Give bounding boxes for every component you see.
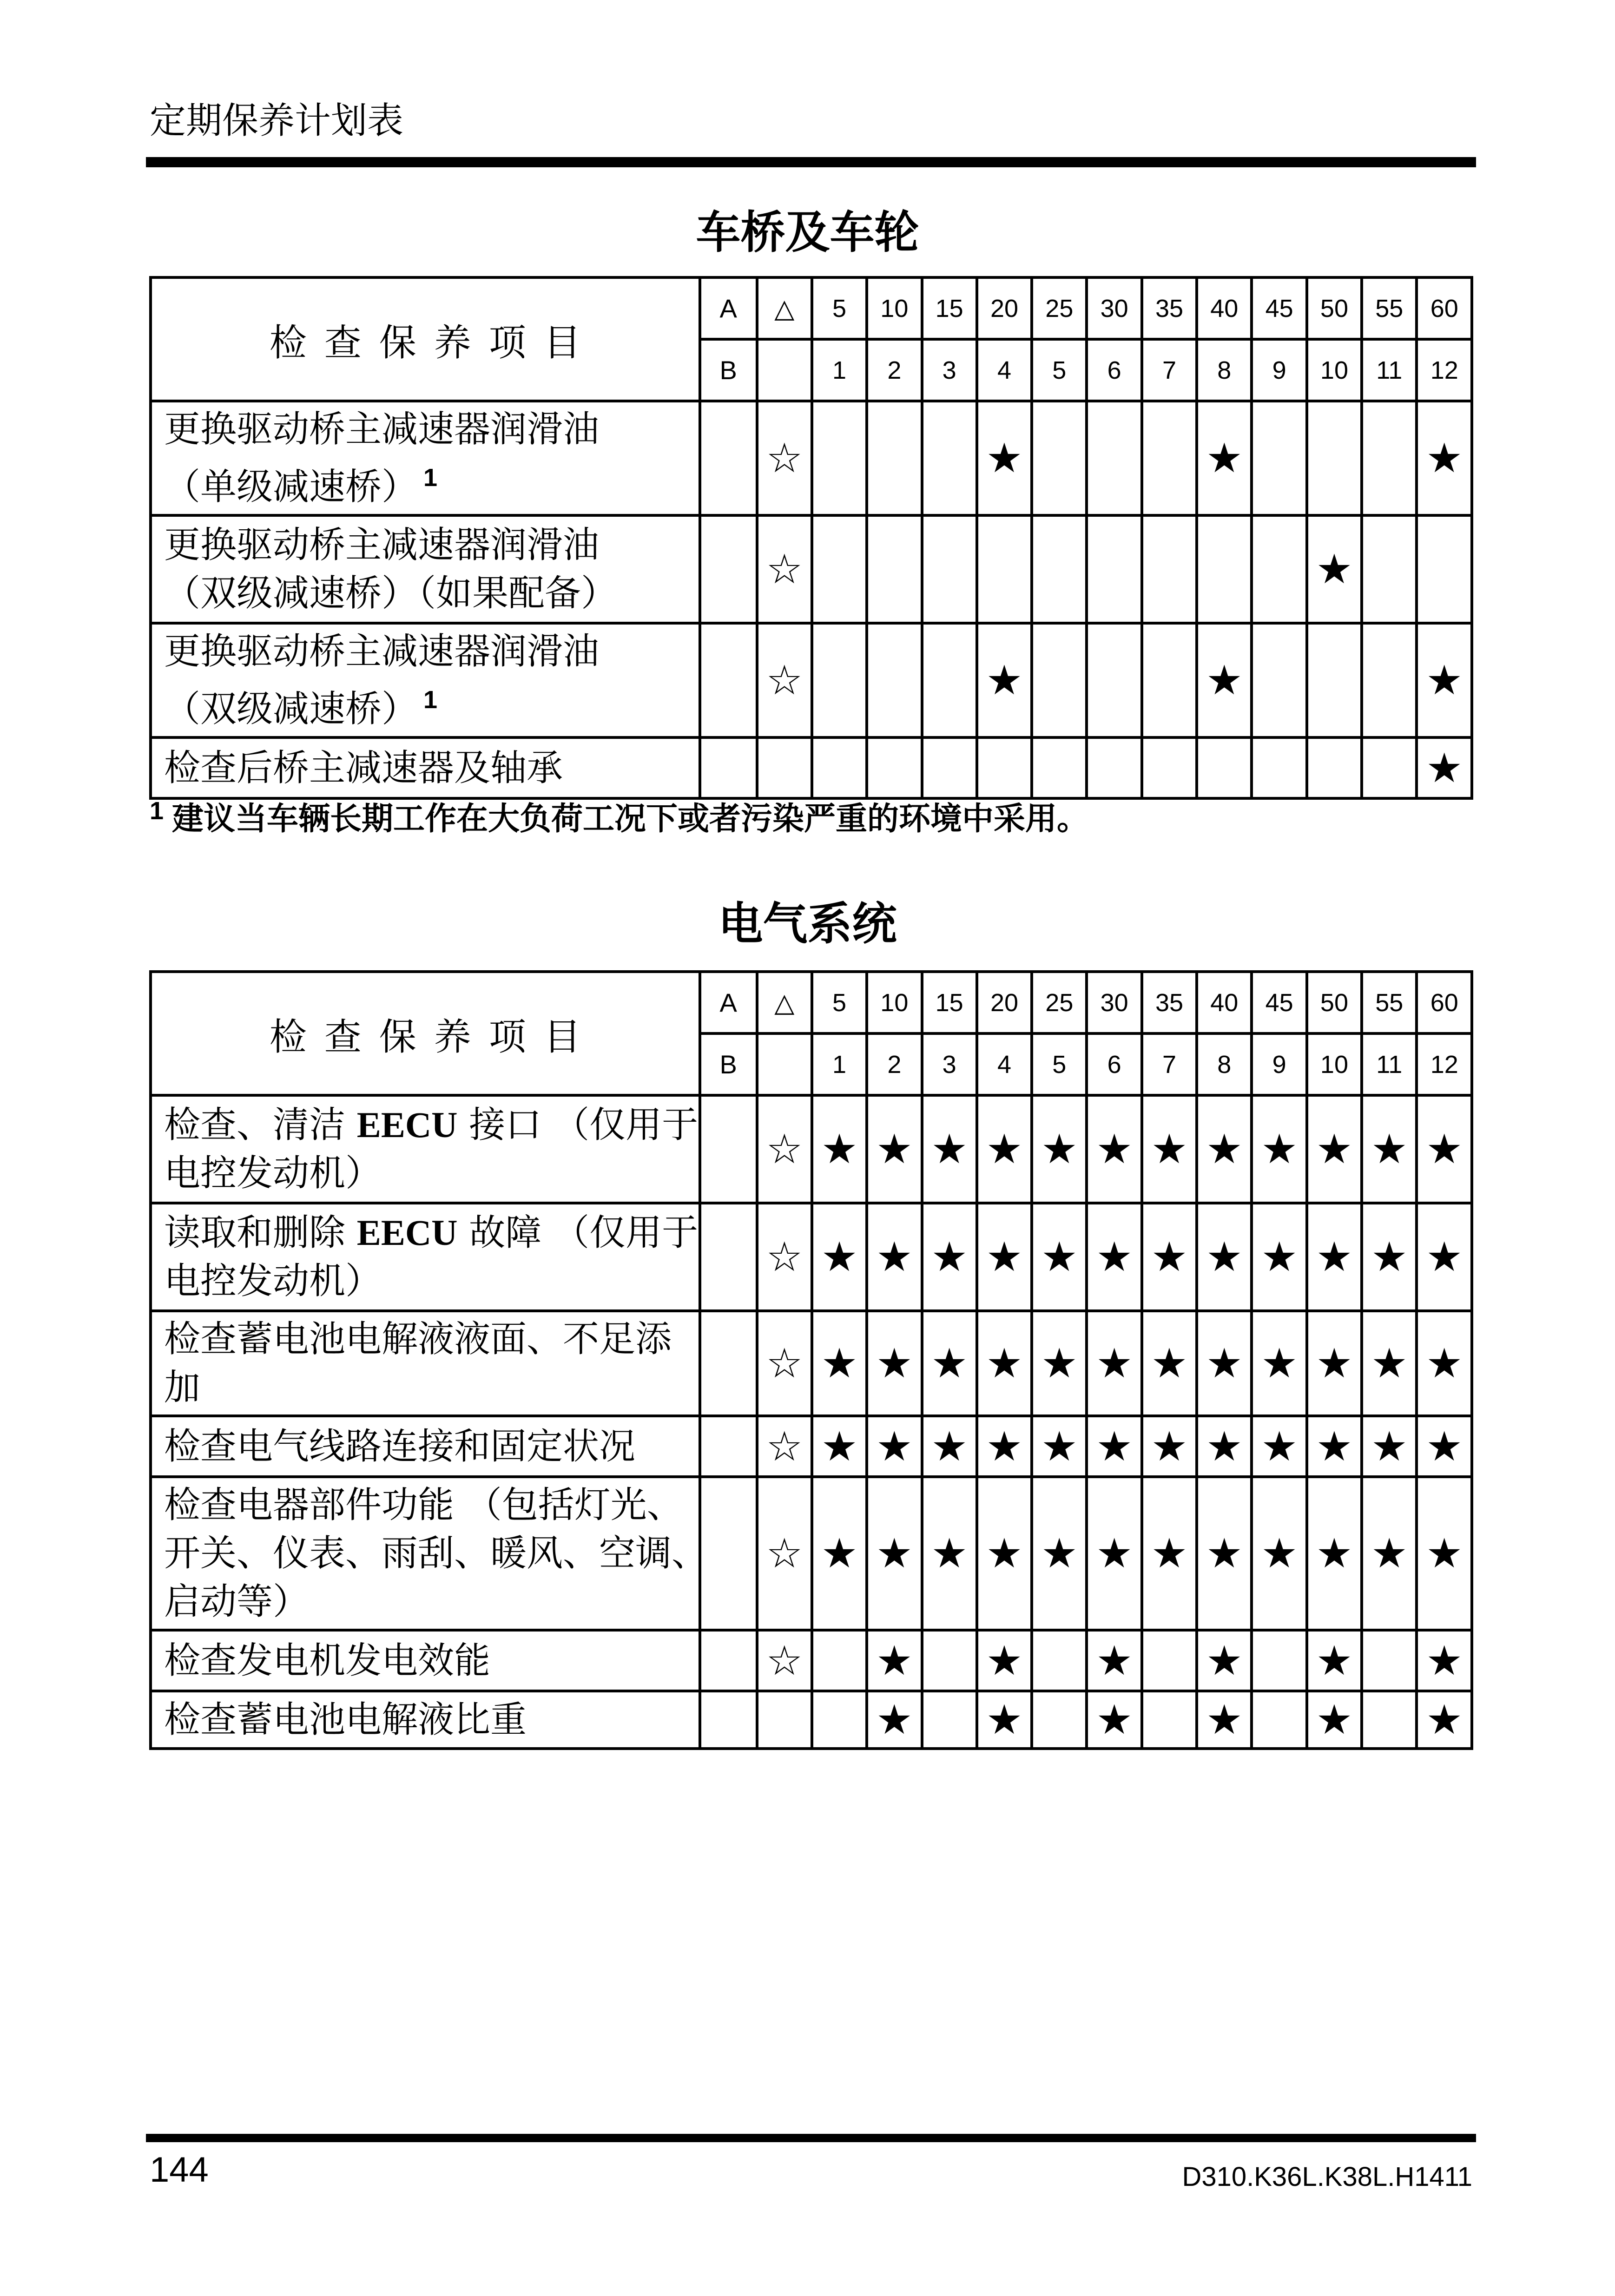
scheduled-star-icon: ★ — [812, 1477, 867, 1630]
empty-cell — [1252, 737, 1306, 798]
interval-header-b: 7 — [1142, 339, 1197, 401]
scheduled-star-icon: ★ — [1417, 1691, 1472, 1749]
scheduled-star-icon: ★ — [1307, 1203, 1362, 1311]
scheduled-star-icon: ★ — [1307, 1630, 1362, 1691]
scheduled-star-icon: ★ — [1362, 1416, 1417, 1477]
weekly-star-outline-icon: ☆ — [757, 515, 812, 623]
interval-header-a: 40 — [1197, 972, 1252, 1033]
scheduled-star-icon: ★ — [1087, 1095, 1141, 1203]
item-text-line: 检查后桥主减速器及轴承 — [164, 747, 563, 789]
item-text-line: 检查电器部件功能 （包括灯光、 — [164, 1484, 683, 1526]
empty-cell — [1252, 1630, 1306, 1691]
maintenance-item — [151, 1416, 700, 1477]
scheduled-star-icon: ★ — [1417, 1095, 1472, 1203]
table-row — [151, 1203, 1472, 1311]
maintenance-item — [151, 1630, 700, 1691]
interval-header-a: 5 — [812, 277, 867, 339]
scheduled-star-icon: ★ — [977, 401, 1032, 515]
section-title-axle-wheels: 车桥及车轮 — [696, 206, 919, 258]
empty-cell — [812, 737, 867, 798]
scheduled-star-icon: ★ — [922, 1311, 977, 1416]
scheduled-star-icon: ★ — [867, 1095, 922, 1203]
interval-header-a: 45 — [1252, 972, 1306, 1033]
empty-cell — [700, 1416, 757, 1477]
maintenance-item — [151, 1477, 708, 1630]
weekly-star-outline-icon: ☆ — [757, 1311, 812, 1416]
scheduled-star-icon: ★ — [1307, 515, 1362, 623]
item-text-line: 读取和删除 EECU 故障 （仅用于 — [164, 1212, 699, 1254]
empty-cell — [1362, 1630, 1417, 1691]
item-text-line: 检查电气线路连接和固定状况 — [164, 1425, 636, 1467]
empty-cell — [1087, 515, 1141, 623]
empty-cell — [700, 623, 757, 737]
scheduled-star-icon: ★ — [1307, 1477, 1362, 1630]
maintenance-item — [151, 515, 700, 623]
interval-header-b: 3 — [922, 339, 977, 401]
empty-cell — [700, 1691, 757, 1749]
weekly-star-outline-icon: ☆ — [757, 1095, 812, 1203]
scheduled-star-icon: ★ — [867, 1691, 922, 1749]
scheduled-star-icon: ★ — [812, 1203, 867, 1311]
scheduled-star-icon: ★ — [1142, 1416, 1197, 1477]
maintenance-item — [151, 1311, 700, 1416]
table-row — [151, 1416, 1472, 1477]
interval-header-b: 2 — [867, 339, 922, 401]
table-row — [151, 401, 1472, 515]
scheduled-star-icon: ★ — [1197, 1691, 1252, 1749]
header-rule — [146, 157, 1476, 167]
empty-cell — [757, 1691, 812, 1749]
column-header-item: 检查保养项目 — [151, 277, 700, 401]
scheduled-star-icon: ★ — [1307, 1095, 1362, 1203]
interval-header-a: 15 — [922, 277, 977, 339]
scheduled-star-icon: ★ — [812, 1416, 867, 1477]
interval-header-b: 8 — [1197, 339, 1252, 401]
row-b-label: B — [700, 339, 757, 401]
maintenance-item — [151, 623, 700, 737]
table-row — [151, 1311, 1472, 1416]
item-text-line: 检查发电机发电效能 — [164, 1639, 491, 1682]
scheduled-star-icon: ★ — [867, 1203, 922, 1311]
interval-header-a: 60 — [1417, 277, 1472, 339]
empty-cell — [1252, 1691, 1306, 1749]
interval-header-a: 10 — [867, 277, 922, 339]
empty-cell — [1362, 1691, 1417, 1749]
scheduled-star-icon: ★ — [977, 1630, 1032, 1691]
empty-cell — [812, 1691, 867, 1749]
scheduled-star-icon: ★ — [1032, 1416, 1087, 1477]
empty-cell — [812, 515, 867, 623]
scheduled-star-icon: ★ — [1417, 1630, 1472, 1691]
interval-header-a: 25 — [1032, 972, 1087, 1033]
empty-cell — [700, 1311, 757, 1416]
footnote-ref: 1 — [423, 464, 438, 492]
empty-cell — [867, 515, 922, 623]
scheduled-star-icon: ★ — [977, 1691, 1032, 1749]
footer-rule — [146, 2134, 1476, 2142]
scheduled-star-icon: ★ — [867, 1416, 922, 1477]
interval-header-b: 9 — [1252, 339, 1306, 401]
electrical-schedule-table — [149, 970, 1473, 1750]
table-row — [151, 515, 1472, 623]
empty-cell — [700, 1095, 757, 1203]
scheduled-star-icon: ★ — [1417, 737, 1472, 798]
page-number: 144 — [150, 2150, 209, 2190]
empty-cell — [977, 515, 1032, 623]
empty-cell — [1142, 1691, 1197, 1749]
empty-cell — [922, 401, 977, 515]
empty-cell — [812, 1630, 867, 1691]
document-code: D310.K36L.K38L.H1411 — [1182, 2162, 1472, 2192]
item-text-line: 电控发动机） — [164, 1152, 382, 1194]
empty-cell — [700, 1630, 757, 1691]
scheduled-star-icon: ★ — [922, 1477, 977, 1630]
table-row — [151, 623, 1472, 737]
interval-header-a: 55 — [1362, 972, 1417, 1033]
item-text-line: 更换驱动桥主减速器润滑油 — [164, 631, 600, 672]
interval-header-b: 4 — [977, 339, 1032, 401]
interval-header-a: 55 — [1362, 277, 1417, 339]
header-row-a — [151, 277, 1472, 339]
item-text-line: （双级减速桥）（如果配备） — [164, 572, 618, 614]
empty-cell — [1087, 623, 1141, 737]
column-header-item: 检查保养项目 — [151, 972, 700, 1095]
interval-header-a: 30 — [1087, 277, 1141, 339]
scheduled-star-icon: ★ — [922, 1203, 977, 1311]
interval-header-a: 15 — [922, 972, 977, 1033]
empty-cell — [700, 401, 757, 515]
item-text-line: 电控发动机） — [164, 1260, 382, 1302]
interval-header-b: 3 — [922, 1033, 977, 1095]
scheduled-star-icon: ★ — [1142, 1095, 1197, 1203]
scheduled-star-icon: ★ — [977, 1477, 1032, 1630]
row-a-triangle: △ — [757, 972, 812, 1033]
scheduled-star-icon: ★ — [1252, 1416, 1306, 1477]
scheduled-star-icon: ★ — [1417, 1203, 1472, 1311]
empty-cell — [1032, 401, 1087, 515]
scheduled-star-icon: ★ — [1087, 1630, 1141, 1691]
scheduled-star-icon: ★ — [1362, 1095, 1417, 1203]
item-text-line: 加 — [164, 1367, 201, 1408]
scheduled-star-icon: ★ — [867, 1630, 922, 1691]
scheduled-star-icon: ★ — [977, 1416, 1032, 1477]
empty-cell — [1032, 1691, 1087, 1749]
scheduled-star-icon: ★ — [1197, 1630, 1252, 1691]
empty-cell — [1032, 1630, 1087, 1691]
row-b-blank — [757, 1033, 812, 1095]
scheduled-star-icon: ★ — [1197, 1416, 1252, 1477]
interval-header-a: 25 — [1032, 277, 1087, 339]
empty-cell — [1417, 515, 1472, 623]
empty-cell — [922, 515, 977, 623]
empty-cell — [922, 737, 977, 798]
scheduled-star-icon: ★ — [867, 1477, 922, 1630]
interval-header-b: 10 — [1307, 339, 1362, 401]
footnote-marker: 1 — [150, 797, 164, 825]
interval-header-b: 9 — [1252, 1033, 1306, 1095]
scheduled-star-icon: ★ — [1142, 1203, 1197, 1311]
item-text-line: 检查蓄电池电解液液面、不足添 — [164, 1318, 672, 1360]
scheduled-star-icon: ★ — [812, 1095, 867, 1203]
empty-cell — [1032, 737, 1087, 798]
empty-cell — [812, 623, 867, 737]
empty-cell — [1307, 401, 1362, 515]
row-b-blank — [757, 339, 812, 401]
table-row — [151, 737, 1472, 798]
empty-cell — [1142, 401, 1197, 515]
row-a-label: A — [700, 277, 757, 339]
interval-header-b: 8 — [1197, 1033, 1252, 1095]
empty-cell — [757, 737, 812, 798]
item-text-line: （双级减速桥） $^1$ — [164, 686, 438, 730]
item-text-line: 开关、仪表、雨刮、暖风、空调、 — [164, 1533, 708, 1574]
maintenance-item — [151, 737, 700, 798]
footnote-ref: 1 — [423, 686, 438, 714]
empty-cell — [1197, 737, 1252, 798]
empty-cell — [700, 515, 757, 623]
scheduled-star-icon: ★ — [977, 1203, 1032, 1311]
weekly-star-outline-icon: ☆ — [757, 401, 812, 515]
scheduled-star-icon: ★ — [1142, 1311, 1197, 1416]
interval-header-b: 12 — [1417, 339, 1472, 401]
item-text-line: 检查、清洁 EECU 接口 （仅用于 — [164, 1104, 699, 1146]
table-row — [151, 1691, 1472, 1749]
interval-header-b: 2 — [867, 1033, 922, 1095]
scheduled-star-icon: ★ — [812, 1311, 867, 1416]
weekly-star-outline-icon: ☆ — [757, 623, 812, 737]
header-row-a — [151, 972, 1472, 1033]
scheduled-star-icon: ★ — [1252, 1095, 1306, 1203]
empty-cell — [1087, 737, 1141, 798]
maintenance-item — [151, 1691, 700, 1749]
empty-cell — [812, 401, 867, 515]
interval-header-a: 10 — [867, 972, 922, 1033]
scheduled-star-icon: ★ — [1032, 1311, 1087, 1416]
empty-cell — [867, 623, 922, 737]
scheduled-star-icon: ★ — [1252, 1203, 1306, 1311]
interval-header-b: 5 — [1032, 1033, 1087, 1095]
weekly-star-outline-icon: ☆ — [757, 1477, 812, 1630]
row-a-triangle: △ — [757, 277, 812, 339]
empty-cell — [1362, 515, 1417, 623]
empty-cell — [1032, 623, 1087, 737]
scheduled-star-icon: ★ — [1307, 1416, 1362, 1477]
maintenance-item — [151, 401, 700, 515]
interval-header-a: 45 — [1252, 277, 1306, 339]
empty-cell — [700, 737, 757, 798]
empty-cell — [1362, 737, 1417, 798]
empty-cell — [1142, 1630, 1197, 1691]
maintenance-item — [151, 1095, 700, 1203]
scheduled-star-icon: ★ — [1032, 1203, 1087, 1311]
scheduled-star-icon: ★ — [1417, 1416, 1472, 1477]
item-text-line: 更换驱动桥主减速器润滑油 — [164, 408, 600, 450]
interval-header-a: 50 — [1307, 277, 1362, 339]
scheduled-star-icon: ★ — [1197, 1311, 1252, 1416]
scheduled-star-icon: ★ — [922, 1416, 977, 1477]
empty-cell — [1307, 623, 1362, 737]
empty-cell — [1142, 623, 1197, 737]
interval-header-a: 50 — [1307, 972, 1362, 1033]
scheduled-star-icon: ★ — [1197, 401, 1252, 515]
item-text-line: （单级减速桥） $^1$ — [164, 464, 438, 508]
empty-cell — [1142, 737, 1197, 798]
page-header-title: 定期保养计划表 — [150, 100, 404, 142]
scheduled-star-icon: ★ — [1417, 623, 1472, 737]
scheduled-star-icon: ★ — [1252, 1477, 1306, 1630]
interval-header-a: 5 — [812, 972, 867, 1033]
empty-cell — [700, 1477, 757, 1630]
scheduled-star-icon: ★ — [1197, 623, 1252, 737]
interval-header-a: 20 — [977, 972, 1032, 1033]
empty-cell — [1142, 515, 1197, 623]
interval-header-a: 35 — [1142, 277, 1197, 339]
scheduled-star-icon: ★ — [1087, 1416, 1141, 1477]
interval-header-b: 11 — [1362, 1033, 1417, 1095]
scheduled-star-icon: ★ — [1197, 1095, 1252, 1203]
empty-cell — [1032, 515, 1087, 623]
scheduled-star-icon: ★ — [867, 1311, 922, 1416]
empty-cell — [1197, 515, 1252, 623]
item-text-line: 更换驱动桥主减速器润滑油 — [164, 524, 600, 566]
scheduled-star-icon: ★ — [1087, 1477, 1141, 1630]
scheduled-star-icon: ★ — [1362, 1477, 1417, 1630]
scheduled-star-icon: ★ — [922, 1095, 977, 1203]
interval-header-b: 1 — [812, 1033, 867, 1095]
scheduled-star-icon: ★ — [1197, 1477, 1252, 1630]
empty-cell — [922, 1691, 977, 1749]
scheduled-star-icon: ★ — [977, 1311, 1032, 1416]
item-text-line: 启动等） — [164, 1581, 310, 1623]
scheduled-star-icon: ★ — [1362, 1311, 1417, 1416]
empty-cell — [1362, 401, 1417, 515]
interval-header-b: 6 — [1087, 339, 1141, 401]
empty-cell — [1087, 401, 1141, 515]
interval-header-a: 35 — [1142, 972, 1197, 1033]
footnote-text: 建议当车辆长期工作在大负荷工况下或者污染严重的环境中采用。 — [172, 801, 1089, 837]
scheduled-star-icon: ★ — [1197, 1203, 1252, 1311]
weekly-star-outline-icon: ☆ — [757, 1416, 812, 1477]
scheduled-star-icon: ★ — [1362, 1203, 1417, 1311]
interval-header-b: 11 — [1362, 339, 1417, 401]
scheduled-star-icon: ★ — [1087, 1311, 1141, 1416]
row-a-label: A — [700, 972, 757, 1033]
interval-header-a: 30 — [1087, 972, 1141, 1033]
interval-header-a: 40 — [1197, 277, 1252, 339]
empty-cell — [1252, 401, 1306, 515]
scheduled-star-icon: ★ — [1307, 1691, 1362, 1749]
table-row — [151, 1095, 1472, 1203]
scheduled-star-icon: ★ — [1087, 1203, 1141, 1311]
scheduled-star-icon: ★ — [1307, 1311, 1362, 1416]
scheduled-star-icon: ★ — [1417, 401, 1472, 515]
empty-cell — [977, 737, 1032, 798]
interval-header-b: 5 — [1032, 339, 1087, 401]
scheduled-star-icon: ★ — [1087, 1691, 1141, 1749]
interval-header-b: 10 — [1307, 1033, 1362, 1095]
interval-header-b: 12 — [1417, 1033, 1472, 1095]
empty-cell — [922, 1630, 977, 1691]
empty-cell — [1252, 623, 1306, 737]
scheduled-star-icon: ★ — [1417, 1311, 1472, 1416]
table-row — [151, 1477, 1472, 1630]
interval-header-b: 1 — [812, 339, 867, 401]
scheduled-star-icon: ★ — [1417, 1477, 1472, 1630]
interval-header-a: 60 — [1417, 972, 1472, 1033]
empty-cell — [922, 623, 977, 737]
interval-header-b: 4 — [977, 1033, 1032, 1095]
section-title-electrical: 电气系统 — [718, 898, 897, 950]
weekly-star-outline-icon: ☆ — [757, 1630, 812, 1691]
empty-cell — [700, 1203, 757, 1311]
empty-cell — [867, 401, 922, 515]
scheduled-star-icon: ★ — [1032, 1477, 1087, 1630]
scheduled-star-icon: ★ — [1252, 1311, 1306, 1416]
scheduled-star-icon: ★ — [977, 623, 1032, 737]
row-b-label: B — [700, 1033, 757, 1095]
interval-header-b: 6 — [1087, 1033, 1141, 1095]
weekly-star-outline-icon: ☆ — [757, 1203, 812, 1311]
interval-header-b: 7 — [1142, 1033, 1197, 1095]
maintenance-item — [151, 1203, 700, 1311]
empty-cell — [1362, 623, 1417, 737]
empty-cell — [1307, 737, 1362, 798]
scheduled-star-icon: ★ — [977, 1095, 1032, 1203]
item-text-line: 检查蓄电池电解液比重 — [164, 1699, 527, 1741]
scheduled-star-icon: ★ — [1032, 1095, 1087, 1203]
empty-cell — [867, 737, 922, 798]
footnote — [150, 790, 1088, 840]
scheduled-star-icon: ★ — [1142, 1477, 1197, 1630]
table-row — [151, 1630, 1472, 1691]
empty-cell — [1252, 515, 1306, 623]
interval-header-a: 20 — [977, 277, 1032, 339]
axle-wheels-schedule-table — [149, 276, 1473, 800]
